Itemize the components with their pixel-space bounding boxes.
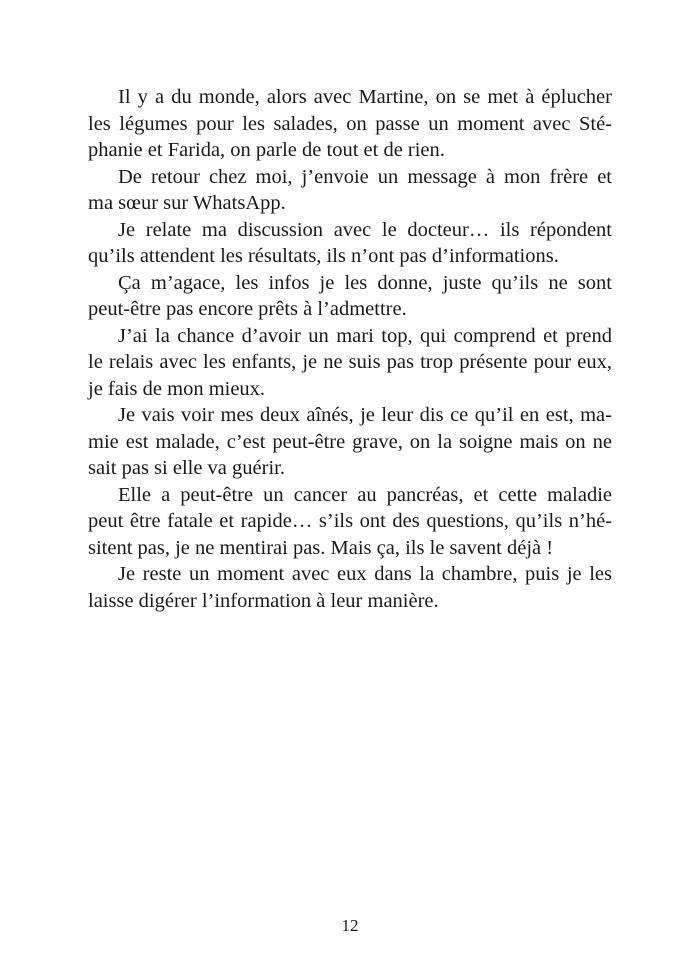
paragraph (88, 217, 612, 270)
text-line: qu’ils attendent les résultats, ils n’ont pas d’informations. (88, 245, 559, 267)
text-line: ma sœur sur WhatsApp. (88, 192, 286, 214)
text-line: Je reste un moment avec eux dans la chambre, puis je les (118, 563, 612, 585)
text-line: peut être fatale et rapide… s’ils ont des questions, qu’ils n’hé- (88, 510, 612, 532)
paragraph (88, 323, 612, 403)
text-line: laisse digérer l’information à leur manière. (88, 589, 439, 612)
text-line: Elle a peut-être un cancer au pancréas, et cette maladie (118, 483, 612, 506)
body-text (88, 84, 612, 614)
text-line: De retour chez moi, j’envoie un message à mon frère et (118, 165, 612, 188)
text-line: Je relate ma discussion avec le docteur… ils répondent (118, 218, 612, 241)
text-line: le relais avec les enfants, je ne suis pas trop présente pour eux, (88, 351, 612, 373)
text-line: Ça m’agace, les infos je les donne, juste qu’ils ne sont (118, 271, 612, 294)
text-line: mie est malade, c’est peut-être grave, on la soigne mais on ne (88, 430, 612, 453)
text-line: sitent pas, je ne mentirai pas. Mais ça, ils le savent déjà ! (88, 536, 554, 559)
text-line: peut-être pas encore prêts à l’admettre. (88, 298, 407, 320)
paragraph (88, 482, 612, 562)
page-number: 12 (341, 916, 359, 935)
text-line: sait pas si elle va guérir. (88, 457, 285, 479)
text-line: les légumes pour les salades, on passe un moment avec Sté- (88, 112, 612, 135)
paragraph (88, 402, 612, 482)
paragraph (88, 270, 612, 323)
paragraph (88, 84, 612, 164)
text-line: Il y a du monde, alors avec Martine, on se met à éplucher (118, 86, 612, 108)
text-line: je fais de mon mieux. (88, 377, 266, 400)
paragraph (88, 561, 612, 614)
paragraph (88, 164, 612, 217)
text-line: phanie et Farida, on parle de tout et de rien. (88, 139, 445, 161)
text-line: Je vais voir mes deux aînés, je leur dis ce qu’il en est, ma- (118, 404, 612, 426)
text-line: J’ai la chance d’avoir un mari top, qui comprend et prend (118, 324, 612, 347)
